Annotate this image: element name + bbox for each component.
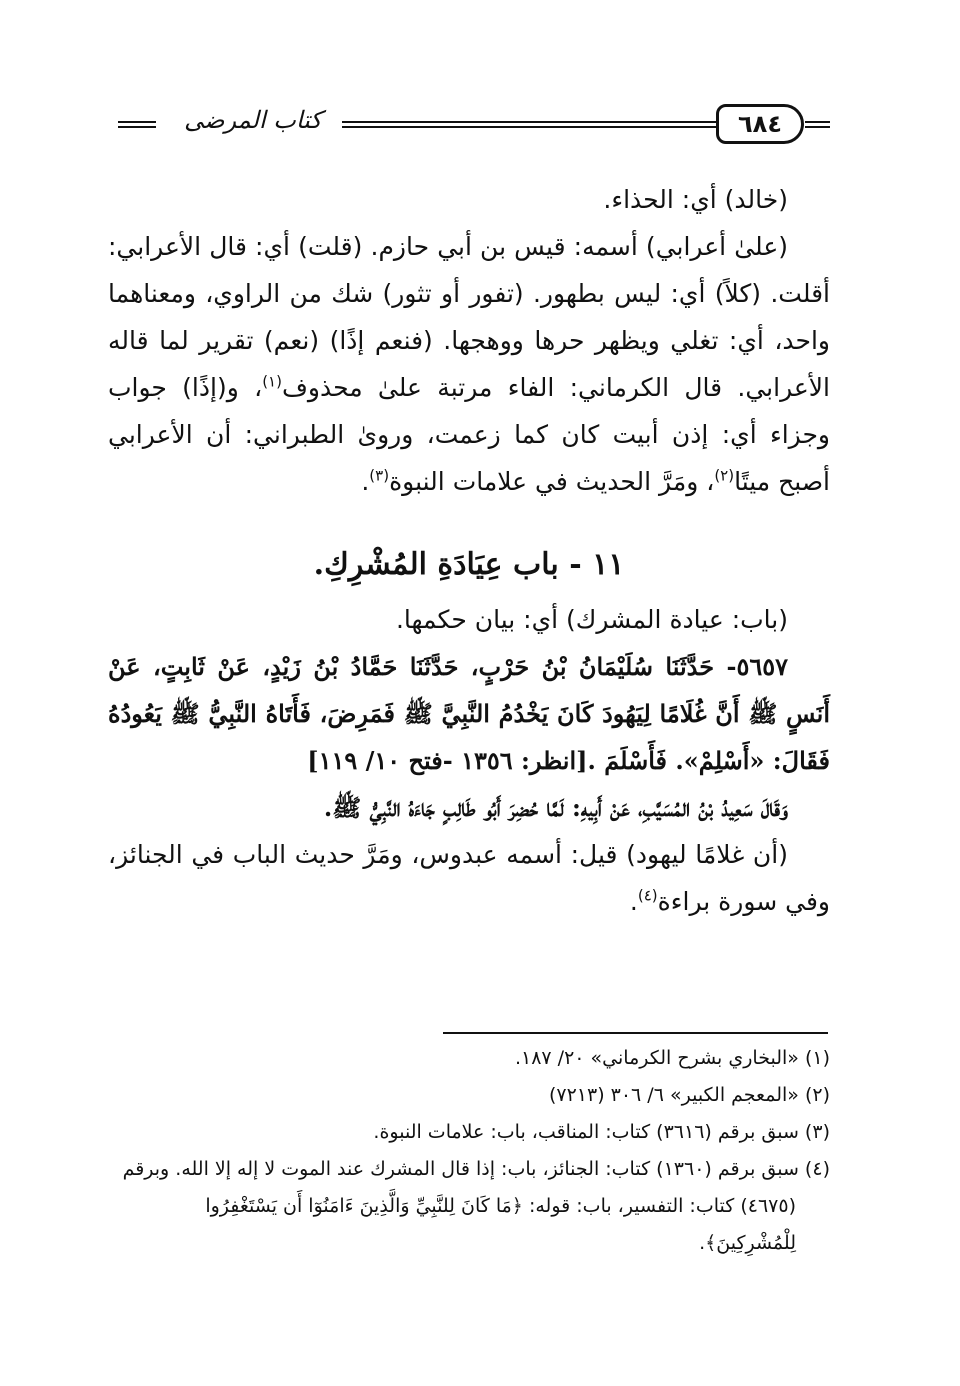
commentary-text: .: [629, 887, 638, 916]
commentary-block-2: [108, 596, 830, 925]
footnote-ref[interactable]: (٢): [714, 466, 735, 485]
header-rule-left: [118, 121, 156, 128]
commentary-text: ، و(إذًا) جواب وجزاء أي: إذن أبيت كان كما زعمت، وروىٰ الطبراني: أن الأعرابي أصبح ميتًا: [108, 373, 830, 496]
hadith-text: وَقَالَ سَعِيدُ بْنُ المُسَيَّبِ، عَنْ أَبِيهِ: لَمَّا حُضِرَ أَبُو طَالِبٍ جَاءَهُ النَّبِيُّ ﷺ.: [323, 793, 788, 822]
commentary-paragraph: (باب: عيادة المشرك) أي: بيان حكمها.: [395, 605, 788, 634]
page-header: [110, 100, 830, 152]
footnote-ref[interactable]: (٣): [369, 466, 390, 485]
page-number: ٦٨٤: [716, 104, 804, 144]
footnote-item: (٣) سبق برقم (٣٦١٦) كتاب: المناقب، باب: علامات النبوة.: [373, 1121, 830, 1143]
commentary-text: .: [361, 467, 370, 496]
commentary-text: (أن غلامًا ليهود) قيل: أسمه عبدوس، ومَرَّ حديث الباب في الجنائز، وفي سورة براءة: [108, 840, 830, 916]
header-rule-main: [342, 121, 718, 128]
commentary-block-1: [108, 176, 830, 505]
commentary-paragraph: (خالد) أي: الحذاء.: [603, 185, 788, 214]
chapter-heading: ١١ - باب عِيَادَةِ المُشْرِكِ.: [313, 547, 625, 582]
footnotes: [108, 1040, 830, 1262]
footnote-item: (٢) «المعجم الكبير» ٦/ ٣٠٦ (٧٢١٣): [548, 1084, 830, 1106]
footnote-item: (٤) سبق برقم (١٣٦٠) كتاب: الجنائز، باب: إذا قال المشرك عند الموت لا إله إلا الله. وبرقم (٤٦٧٥) كتاب: التفسير، باب: قوله: ﴿مَا كَانَ لِلنَّبِيِّ وَالَّذِينَ ءَامَنُوٓا أَن يَسْتَغْفِرُوا لِلْمُشْرِكِينَ﴾.: [122, 1158, 830, 1254]
header-rule-right: [805, 121, 830, 128]
commentary-text: ، ومَرَّ الحديث في علامات النبوة: [389, 467, 715, 496]
footnote-separator: [443, 1032, 828, 1034]
commentary-text: (علىٰ أعرابي) أسمه: قيس بن أبي حازم. (قلت) أي: قال الأعرابي: أقلت. (كلاً) أي: ليس بطهور. (تفور أو تثور) شك من الراوي، ومعناهما واحد، أي: تغلي ويظهر حرها ووهجها. (فنعم إذًا) (نعم) تقرير لما قاله الأعرابي. قال الكرماني: الفاء مرتبة علىٰ محذوف: [108, 232, 831, 402]
footnote-ref[interactable]: (١): [262, 372, 282, 391]
commentary-paragraph: [108, 223, 830, 505]
hadith-text: ٥٦٥٧- حَدَّثَنَا سُلَيْمَانُ بْنُ حَرْبٍ، حَدَّثَنَا حَمَّادُ بْنُ زَيْدٍ، عَنْ ثَابِتٍ، عَنْ أَنَسٍ ﷺ أَنَّ غُلَامًا لِيَهُودَ كَانَ يَخْدُمُ النَّبِيَّ ﷺ فَمَرِضَ، فَأَتَاهُ النَّبِيُّ ﷺ يَعُودُهُ فَقَالَ: «أَسْلِمْ». فَأَسْلَمَ .[انظر: ١٣٥٦ -فتح ١٠/ ١١٩]: [108, 652, 830, 775]
footnote-ref[interactable]: (٤): [637, 886, 658, 905]
footnote-item: (١) «البخاري بشرح الكرماني» ٢٠/ ١٨٧.: [514, 1047, 830, 1069]
running-title: كتاب المرضى: [184, 106, 322, 134]
commentary-paragraph: [108, 831, 830, 925]
